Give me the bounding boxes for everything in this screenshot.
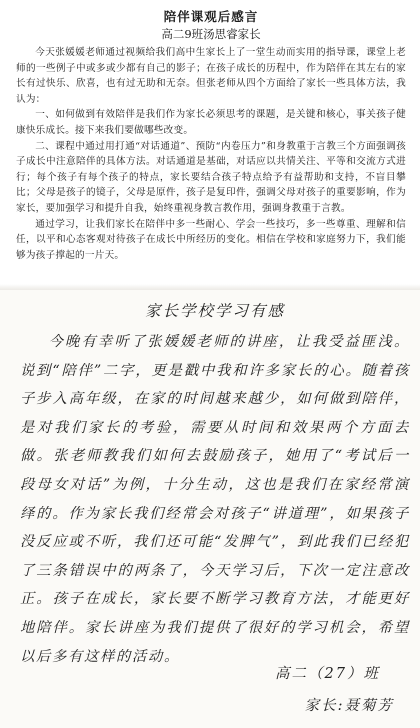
handwritten-note [0, 290, 420, 728]
handwritten-class-signature: 高二（27）班 [275, 666, 380, 682]
printed-paragraph-intro: 今天张媛媛老师通过视频给我们高中生家长上了一堂生动而实用的指导课，课堂上老师的一些例子中或多或少都有自己的影子；在孩子成长的历程中，作为陪伴在其左右的家长有过快乐、欣喜，也有过无助和无奈。但张老师从四个方面给了家长一些具体方法，我认为： [16, 47, 406, 105]
printed-title: 陪伴课观后感言 [163, 9, 259, 24]
handwritten-parent-signature: 家长:聂菊芳 [304, 698, 394, 714]
handwritten-title: 家长学校学习有感 [144, 302, 285, 320]
printed-paragraph-conclusion: 通过学习，让我们家长在陪伴中多一些耐心、学会一些技巧，多一些尊重、理解和信任，以平和心态客观对待孩子在成长中所经历的变化。相信在学校和家庭努力下，我们能够为孩子撑起的一片天。 [16, 218, 406, 261]
printed-paragraph-point-two: 二、课程中通过用打通“对话通道”、预防“内卷压力”和身教重于言教三个方面强调孩子成长中注意陪伴的具体方法。对话通道是基础，对话应以共情关注、平等和交流方式进行；每个孩子有每个孩子的特点，家长要结合孩子特点给予有益帮助和支持，不盲目攀比；父母是孩子的镜子，父母是原件，孩子是复印件，强调父母对孩子的重要影响，作为家长，要加强学习和提升自我，始终重视身教言教作用，强调身教重于言教。 [16, 140, 406, 214]
printed-paragraph-point-one: 一、如何做到有效陪伴是我们作为家长必须思考的课题，是关键和核心，事关孩子健康快乐成长。接下来我们要做哪些改变。 [16, 109, 406, 136]
printed-document [0, 0, 420, 284]
printed-byline: 高二9班汤思睿家长 [161, 27, 261, 41]
handwritten-body: 今晚有幸听了张媛媛老师的讲座，让我受益匪浅。说到“陪伴”二字，更是戳中我和许多家长的心。随着孩子步入高年级，在家的时间越来越少，如何做到陪伴，是对我们家长的考验，需要从时间和效果两个方面去做。张老师教我们如何去鼓励孩子，她用了“考试后一段母女对话”为例，十分生动，这也是我们在家经常演绎的。作为家长我们经常会对孩子“讲道理”，如果孩子没反应或不听，我们还可能“发脾气”，到此我们已经犯了三条错误中的两条了，今天学习后，下次一定注意改正。孩子在成长，家长要不断学习教育方法，才能更好地陪伴。家长讲座为我们提供了很好的学习机会，希望以后多有这样的活动。 [20, 334, 410, 665]
